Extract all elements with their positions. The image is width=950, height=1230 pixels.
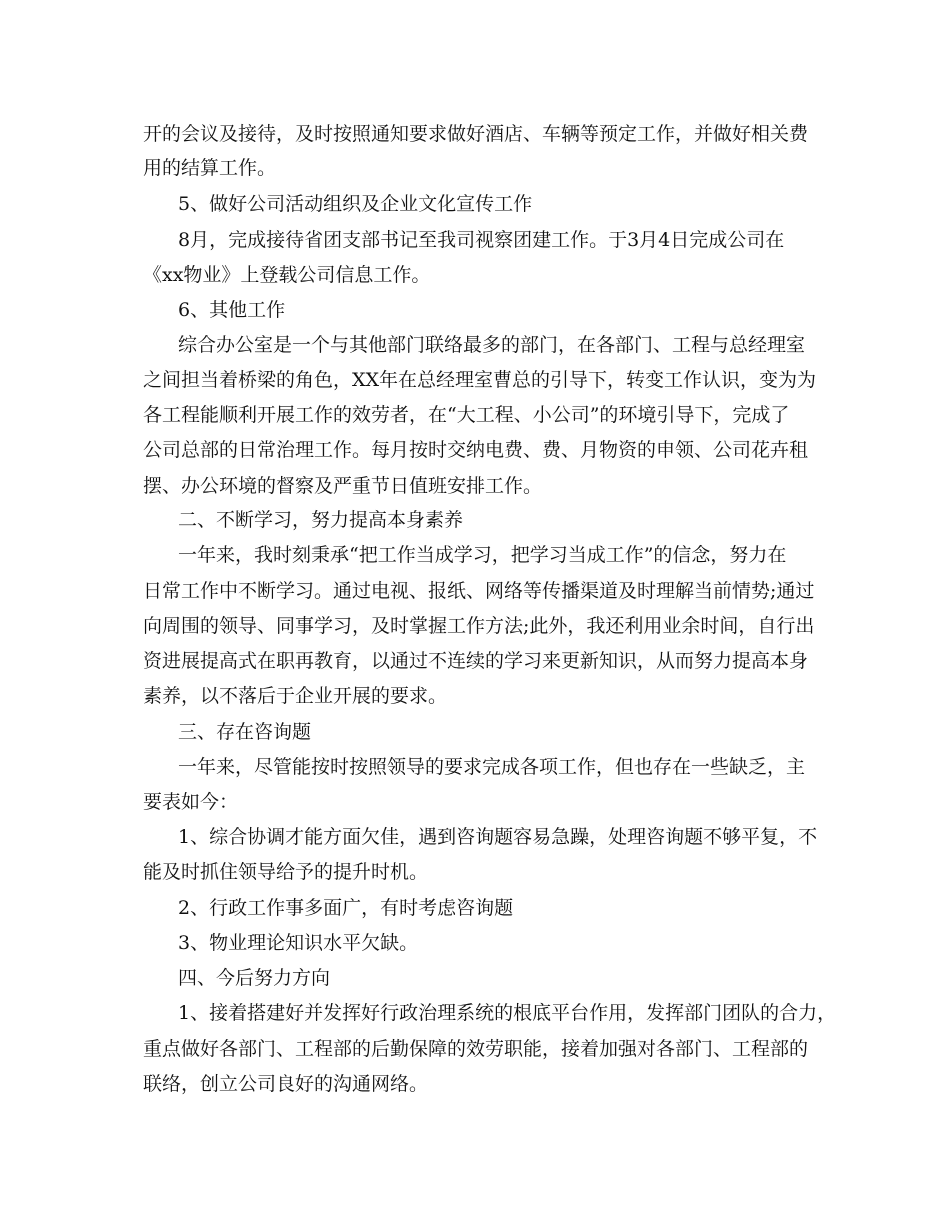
text-line: 联络，创立公司良好的沟通网络。 — [143, 1073, 429, 1095]
section-heading: 二、不断学习，努力提高本身素养 — [178, 509, 464, 531]
text-line: 一年来，尽管能按时按照领导的要求完成各项工作，但也存在一些缺乏，主 — [178, 756, 806, 778]
text-line: 日常工作中不断学习。通过电视、报纸、网络等传播渠道及时理解当前情势;通过 — [143, 580, 815, 602]
text-line: 综合办公室是一个与其他部门联络最多的部门，在各部门、工程与总经理室 — [178, 334, 806, 356]
text-line: 能及时抓住领导给予的提升时机。 — [143, 861, 429, 883]
text-line: 用的结算工作。 — [143, 157, 277, 179]
text-line: 向周围的领导、同事学习，及时掌握工作方法;此外，我还利用业余时间，自行出 — [143, 615, 815, 637]
text-line: 重点做好各部门、工程部的后勤保障的效劳职能，接着加强对各部门、工程部的 — [143, 1038, 809, 1060]
text-line: 6、其他工作 — [178, 299, 286, 321]
text-line: 一年来，我时刻秉承“把工作当成学习，把学习当成工作”的信念，努力在 — [178, 544, 787, 566]
section-heading: 四、今后努力方向 — [178, 967, 331, 989]
text-line: 8月，完成接待省团支部书记至我司视察团建工作。于3月4日完成公司在 — [178, 229, 785, 251]
text-line: 之间担当着桥梁的角色，XX年在总经理室曹总的引导下，转变工作认识，变为为 — [143, 369, 817, 391]
text-line: 开的会议及接待，及时按照通知要求做好酒店、车辆等预定工作，并做好相关费 — [143, 123, 809, 145]
text-line: 各工程能顺利开展工作的效劳者，在“大工程、小公司”的环境引导下，完成了 — [143, 404, 790, 426]
text-line: 1、综合协调才能方面欠佳，遇到咨询题容易急躁，处理咨询题不够平复，不 — [178, 826, 818, 848]
text-line: 5、做好公司活动组织及企业文化宣传工作 — [178, 193, 533, 215]
text-line: 素养，以不落后于企业开展的要求。 — [143, 685, 448, 707]
text-line: 摆、办公环境的督察及严重节日值班安排工作。 — [143, 475, 543, 497]
text-line: 3、物业理论知识水平欠缺。 — [178, 932, 419, 954]
text-line: 资进展提高式在职再教育，以通过不连续的学习来更新知识，从而努力提高本身 — [143, 650, 809, 672]
text-line: 公司总部的日常治理工作。每月按时交纳电费、费、月物资的申领、公司花卉租 — [143, 439, 809, 461]
text-line: 1、接着搭建好并发挥好行政治理系统的根底平台作用，发挥部门团队的合力， — [178, 1002, 837, 1024]
text-line: 《xx物业》上登载公司信息工作。 — [143, 264, 431, 286]
text-line: 2、行政工作事多面广，有时考虑咨询题 — [178, 897, 514, 919]
section-heading: 三、存在咨询题 — [178, 721, 312, 743]
text-line: 要表如今： — [143, 791, 239, 813]
